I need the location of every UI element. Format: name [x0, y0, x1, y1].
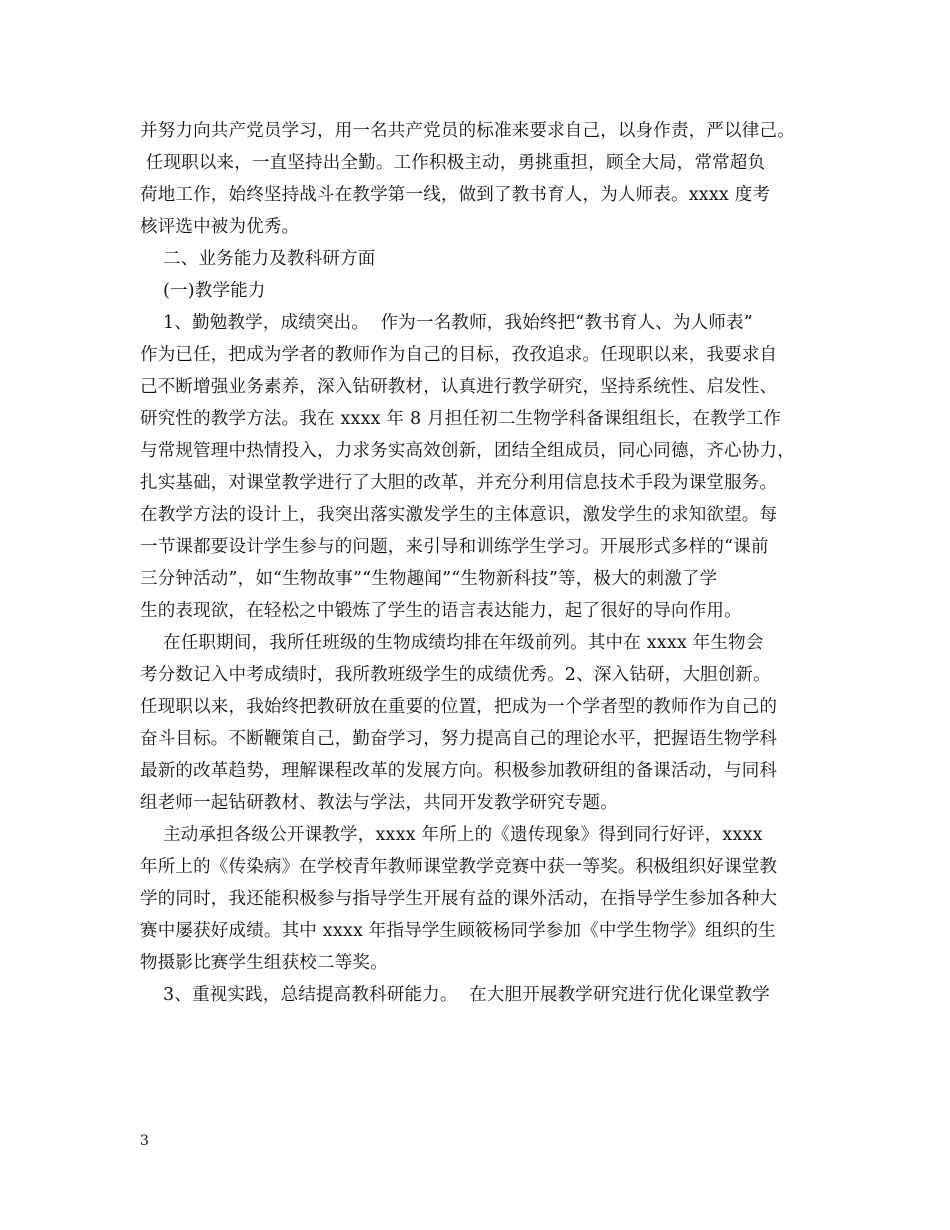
text-line: 任现职以来，我始终把教研放在重要的位置，把成为一个学者型的教师作为自己的 [140, 697, 778, 717]
text-line: 一节课都要设计学生参与的问题，来引导和训练学生学习。开展形式多样的“课前 [140, 537, 769, 557]
text-line: 主动承担各级公开课教学，xxxx 年所上的《遗传现象》得到同行好评，xxxx [140, 825, 763, 845]
text-line: 奋斗目标。不断鞭策自己，勤奋学习，努力提高自己的理论水平，把握语生物学科 [140, 729, 778, 749]
page-number: 3 [140, 1133, 149, 1149]
text-line: 扎实基础，对课堂教学进行了大胆的改革，并充分利用信息技术手段为课堂服务。 [140, 473, 778, 493]
text-line: 己不断增强业务素养，深入钻研教材，认真进行教学研究，坚持系统性、启发性、 [140, 377, 778, 397]
text-line: 最新的改革趋势，理解课程改革的发展方向。积极参加教研组的备课活动，与同科 [140, 761, 778, 781]
subsection-heading: (一)教学能力 [140, 281, 266, 301]
text-line: 物摄影比赛学生组获校二等奖。 [140, 953, 388, 973]
text-line: 1、勤勉教学，成绩突出。 作为一名教师，我始终把“教书育人、为人师表” [140, 313, 753, 333]
text-line: 研究性的教学方法。我在 xxxx 年 8 月担任初二生物学科备课组组长，在教学工作 [140, 409, 782, 429]
text-line: 任现职以来，一直坚持出全勤。工作积极主动，勇挑重担，顾全大局，常常超负 [140, 153, 766, 173]
text-line: 荷地工作，始终坚持战斗在教学第一线，做到了教书育人，为人师表。xxxx 度考 [140, 185, 771, 205]
text-line: 三分钟活动”，如“生物故事”“生物趣闻”“生物新科技”等，极大的刺激了学 [140, 569, 718, 589]
text-line: 并努力向共产党员学习，用一名共产党员的标准来要求自己，以身作责，严以律己。 [140, 121, 795, 141]
text-line: 组老师一起钻研教材、教法与学法，共同开发教学研究专题。 [140, 793, 618, 813]
text-line: 与常规管理中热情投入，力求务实高效创新，团结全组成员，同心同德，齐心协力， [140, 441, 795, 461]
text-line: 年所上的《传染病》在学校青年教师课堂教学竞赛中获一等奖。积极组织好课堂教 [140, 857, 778, 877]
text-line: 考分数记入中考成绩时，我所教班级学生的成绩优秀。2、深入钻研，大胆创新。 [140, 665, 771, 685]
text-line: 核评选中被为优秀。 [140, 217, 300, 237]
text-line: 学的同时，我还能积极参与指导学生开展有益的课外活动，在指导学生参加各种大 [140, 889, 778, 909]
text-line: 在任职期间，我所任班级的生物成绩均排在年级前列。其中在 xxxx 年生物会 [140, 633, 764, 653]
text-line: 作为已任，把成为学者的教师作为自己的目标，孜孜追求。任现职以来，我要求自 [140, 345, 778, 365]
text-line: 在教学方法的设计上，我突出落实激发学生的主体意识，激发学生的求知欲望。每 [140, 505, 778, 525]
text-line: 生的表现欲，在轻松之中锻炼了学生的语言表达能力，起了很好的导向作用。 [140, 601, 742, 621]
document-body [140, 115, 830, 1011]
text-line: 3、重视实践，总结提高教科研能力。 在大胆开展教学研究进行优化课堂教学 [140, 985, 771, 1005]
text-line: 赛中屡获好成绩。其中 xxxx 年指导学生顾筱杨同学参加《中学生物学》组织的生 [140, 921, 776, 941]
section-heading: 二、业务能力及教科研方面 [140, 249, 376, 269]
